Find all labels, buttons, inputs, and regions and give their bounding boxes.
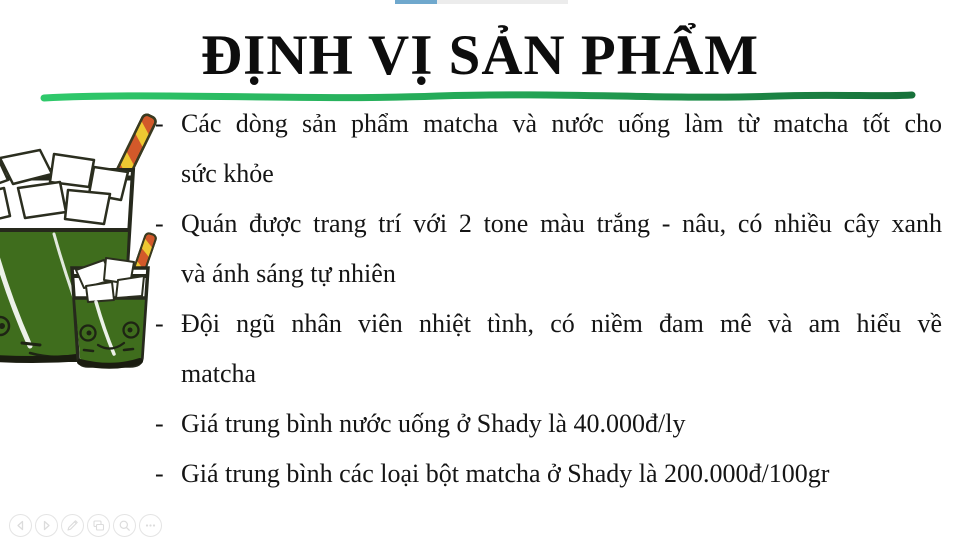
previous-slide-icon [13, 518, 28, 533]
next-slide-icon [39, 518, 54, 533]
more-options-icon [143, 518, 158, 533]
page-title: ĐỊNH VỊ SẢN PHẨM [200, 24, 760, 87]
bullet-dash: - [155, 459, 164, 488]
bullet-item-2 [155, 199, 942, 299]
previous-slide-button[interactable] [9, 514, 32, 537]
zoom-icon [117, 518, 132, 533]
bullet-item-1 [155, 99, 942, 199]
top-progress-track [395, 0, 568, 4]
more-options-button[interactable] [139, 514, 162, 537]
bullet-item-4 [155, 399, 942, 449]
bullet-text-line: Các dòng sản phẩm matcha và nước uống làm từ matcha tốt cho [181, 109, 942, 138]
slideshow-toolbar [9, 514, 162, 537]
next-slide-button[interactable] [35, 514, 58, 537]
bullet-text-line: matcha [181, 359, 257, 388]
bullet-text-line: Đội ngũ nhân viên nhiệt tình, có niềm đam mê và am hiểu về [181, 309, 942, 338]
small-glass [71, 258, 149, 366]
bullet-dash: - [155, 409, 164, 438]
bullet-text-line: và ánh sáng tự nhiên [181, 259, 396, 288]
pen-icon [65, 518, 80, 533]
bullet-text-line: sức khỏe [181, 159, 274, 188]
bullet-dash: - [155, 109, 164, 138]
bullet-text-line: Giá trung bình các loại bột matcha ở Shady là 200.000đ/100gr [181, 459, 830, 488]
slide-body [155, 99, 942, 499]
bullet-dash: - [155, 209, 164, 238]
see-all-slides-icon [91, 518, 106, 533]
bullet-item-3 [155, 299, 942, 399]
bullet-dash: - [155, 309, 164, 338]
zoom-button[interactable] [113, 514, 136, 537]
matcha-drinks-illustration [0, 112, 168, 382]
bullet-item-5 [155, 449, 942, 499]
bullet-text-line: Giá trung bình nước uống ở Shady là 40.000đ/ly [181, 409, 686, 438]
bullet-text-line: Quán được trang trí với 2 tone màu trắng - nâu, có nhiều cây xanh [181, 209, 942, 238]
see-all-slides-button[interactable] [87, 514, 110, 537]
pen-button[interactable] [61, 514, 84, 537]
top-progress-thumb[interactable] [395, 0, 437, 4]
